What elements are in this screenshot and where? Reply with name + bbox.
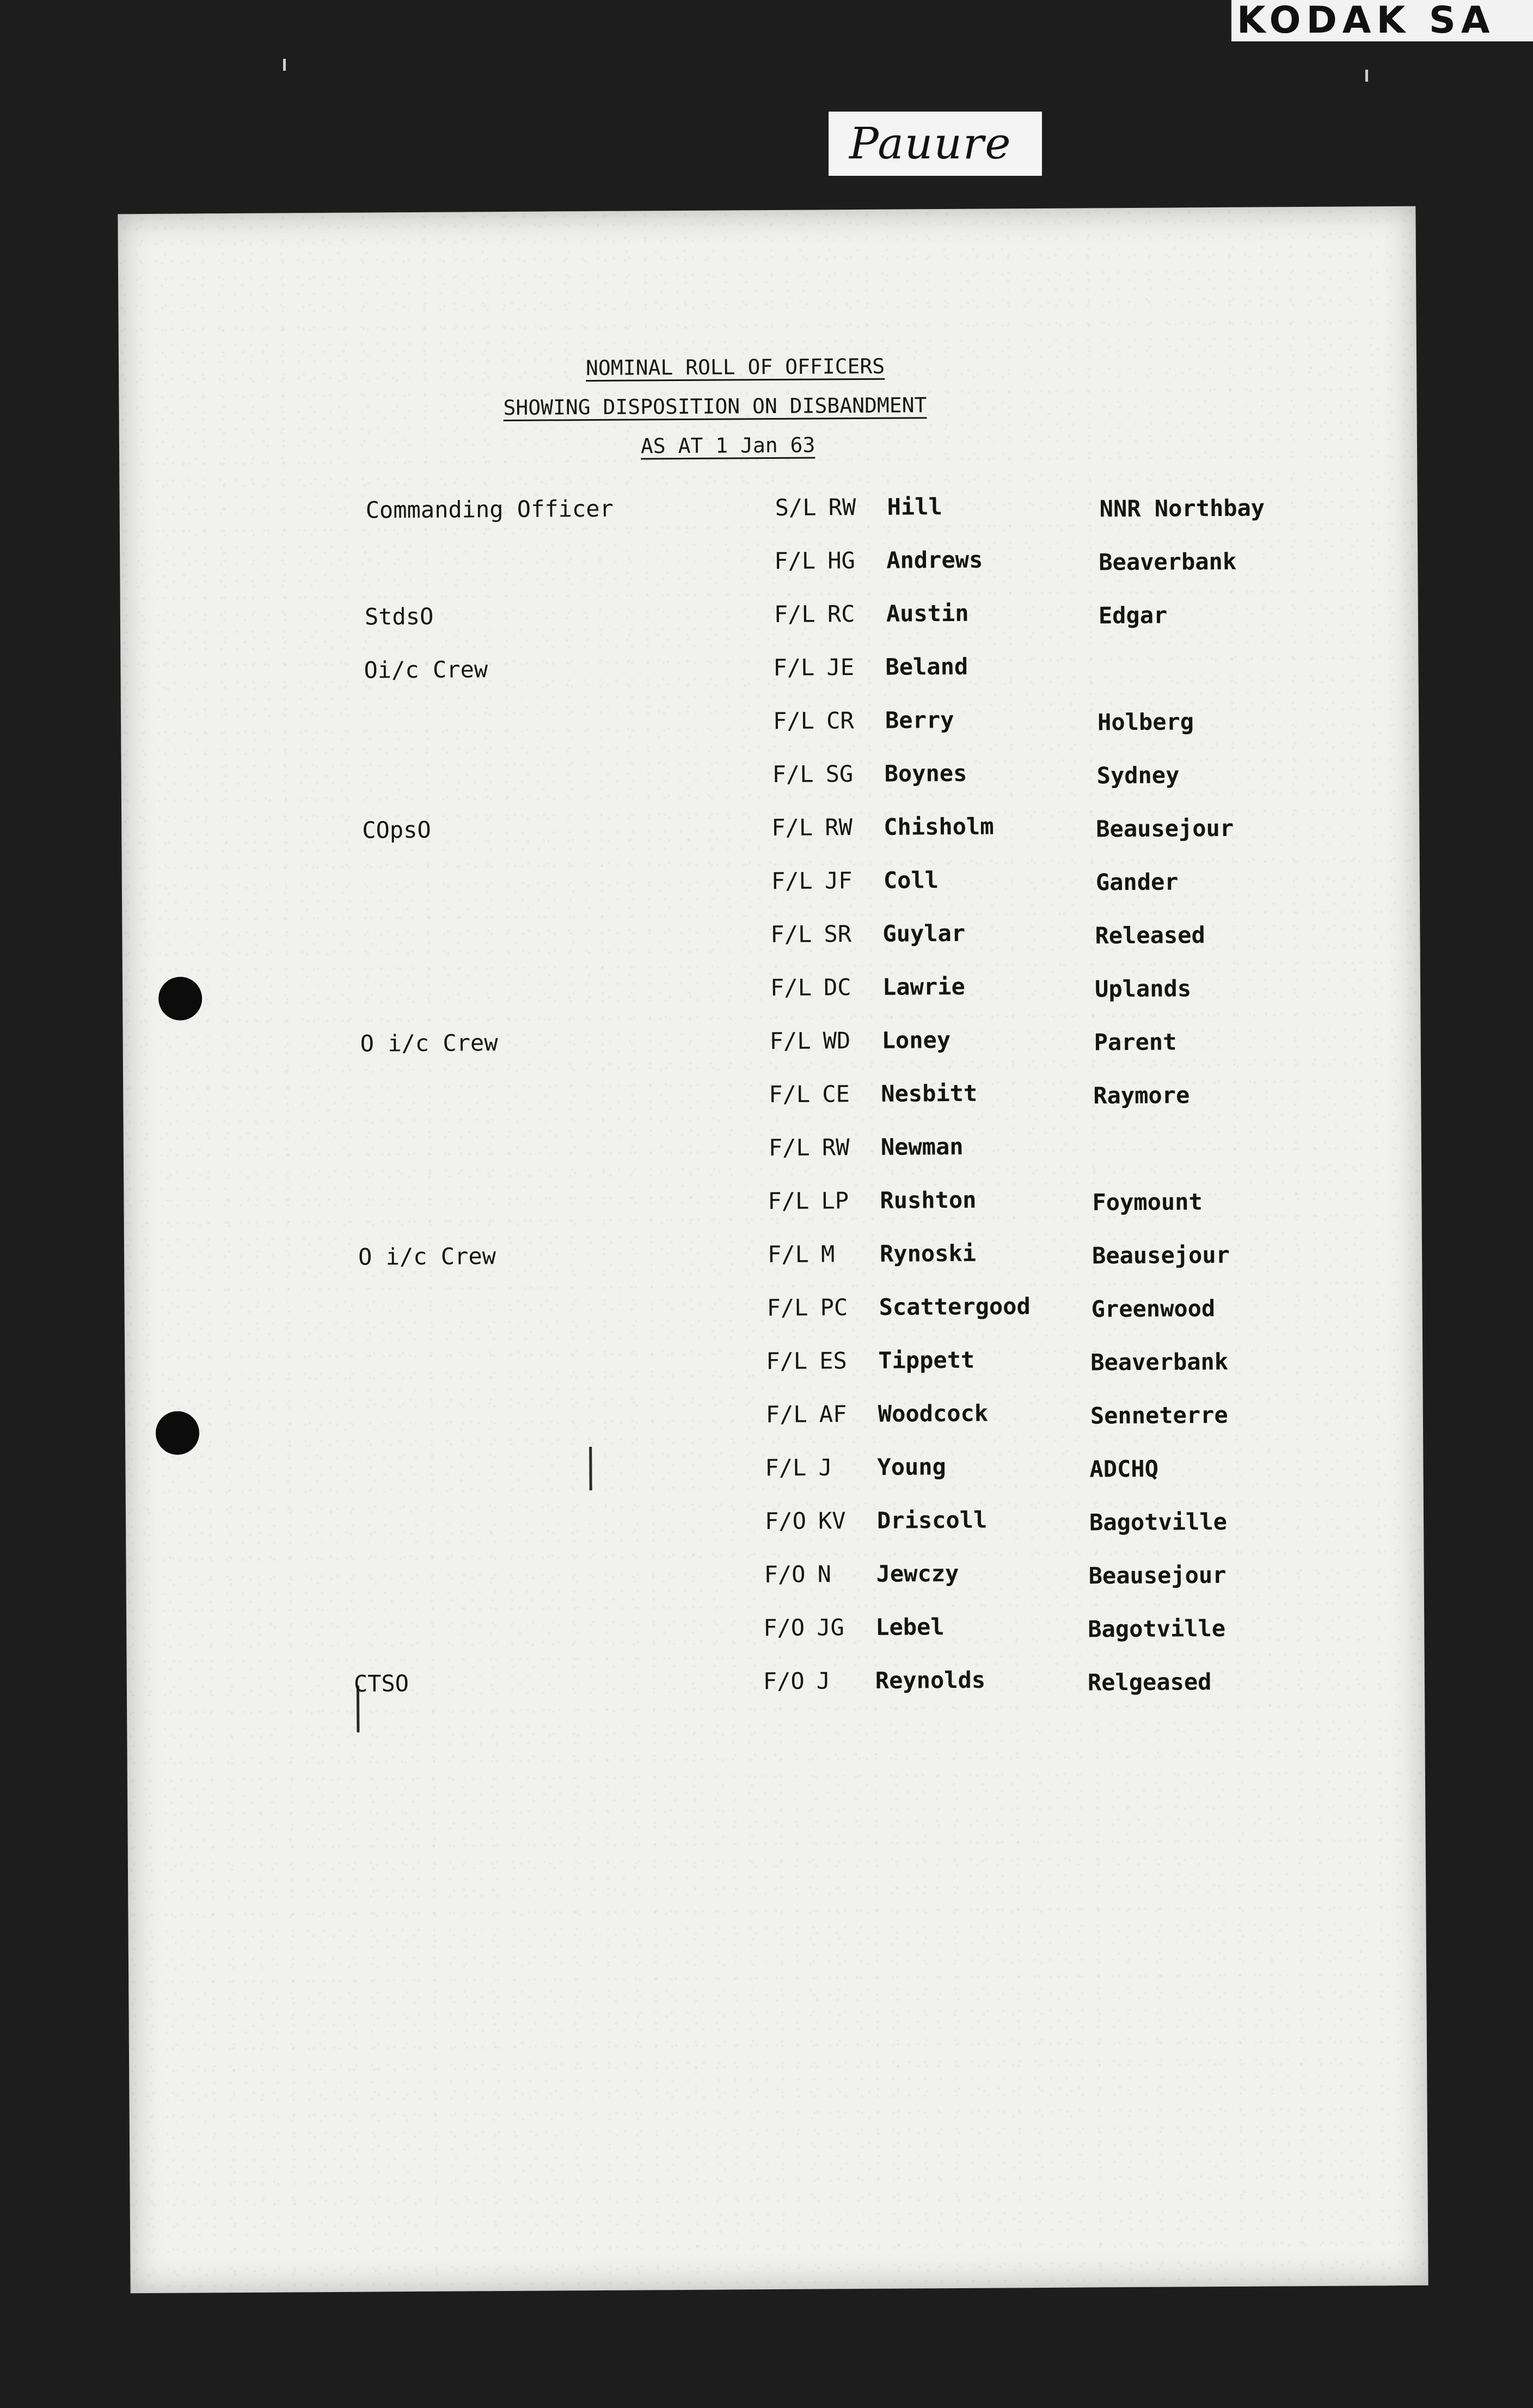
officer-initials: JF bbox=[824, 867, 853, 894]
officer-rank: F/L bbox=[768, 1187, 810, 1215]
officer-role: COpsO bbox=[362, 816, 431, 844]
officer-rank: F/L bbox=[766, 1347, 808, 1375]
officer-rank: F/L bbox=[770, 920, 812, 948]
officer-surname: Tippett bbox=[878, 1346, 975, 1374]
officer-surname: Scattergood bbox=[879, 1293, 1031, 1320]
officer-initials: AF bbox=[819, 1400, 847, 1428]
officer-disposition: NNR Northbay bbox=[1099, 494, 1265, 523]
officer-disposition: Senneterre bbox=[1090, 1401, 1228, 1429]
film-tick-mark bbox=[283, 59, 286, 71]
film-tick-mark bbox=[1365, 70, 1368, 82]
officer-surname: Newman bbox=[880, 1133, 964, 1160]
officer-initials: CE bbox=[822, 1080, 850, 1108]
officer-rank: F/O bbox=[763, 1614, 805, 1642]
officer-initials: J bbox=[816, 1667, 831, 1694]
officer-initials: DC bbox=[823, 974, 851, 1001]
officer-disposition: Raymore bbox=[1093, 1082, 1190, 1109]
officer-disposition: Relgeased bbox=[1087, 1668, 1212, 1696]
officer-surname: Hill bbox=[887, 493, 942, 520]
document-title-line-2: SHOWING DISPOSITION ON DISBANDMENT bbox=[503, 393, 927, 420]
handwritten-label-card bbox=[829, 112, 1042, 176]
document-page bbox=[118, 206, 1428, 2293]
officer-disposition: Bagotville bbox=[1088, 1614, 1226, 1643]
officer-role: CTSO bbox=[353, 1670, 409, 1697]
officer-rank: F/L bbox=[774, 600, 815, 628]
officer-disposition: Beaverbank bbox=[1090, 1348, 1229, 1376]
punch-hole-upper bbox=[158, 976, 202, 1020]
officer-rank: F/L bbox=[767, 1240, 810, 1268]
officer-rank: F/L bbox=[769, 1027, 811, 1055]
officer-rank: F/L bbox=[765, 1454, 807, 1482]
officer-surname: Guylar bbox=[882, 919, 966, 947]
officer-surname: Andrews bbox=[886, 546, 983, 574]
officer-disposition: Edgar bbox=[1098, 601, 1168, 629]
officer-disposition: Beausejour bbox=[1088, 1561, 1227, 1589]
label-card-text: Pauure bbox=[849, 118, 1012, 169]
officer-disposition: Beausejour bbox=[1096, 814, 1234, 843]
officer-rank: F/L bbox=[769, 1080, 811, 1108]
officer-initials: N bbox=[817, 1561, 832, 1588]
officer-initials: LP bbox=[821, 1187, 849, 1214]
officer-disposition: Sydney bbox=[1096, 761, 1180, 789]
document-title-line-3: AS AT 1 Jan 63 bbox=[640, 433, 815, 458]
officer-surname: Lawrie bbox=[882, 973, 965, 1000]
pen-stroke bbox=[589, 1447, 592, 1490]
officer-rank: S/L bbox=[775, 494, 817, 521]
officer-initials: JE bbox=[826, 654, 855, 681]
officer-role: O i/c Crew bbox=[358, 1243, 496, 1270]
officer-rank: F/L bbox=[766, 1294, 808, 1322]
officer-rank: F/L bbox=[773, 654, 815, 681]
officer-rank: F/L bbox=[774, 547, 816, 574]
officer-initials: SR bbox=[824, 920, 852, 948]
officer-rank: F/L bbox=[772, 707, 815, 734]
officer-surname: Young bbox=[877, 1453, 947, 1481]
officer-disposition: Bagotville bbox=[1089, 1508, 1228, 1536]
officer-disposition: Beausejour bbox=[1092, 1241, 1230, 1269]
officer-disposition: Holberg bbox=[1097, 708, 1194, 736]
officer-surname: Beland bbox=[885, 653, 968, 680]
kodak-edge-marking: KODAK SA bbox=[1231, 0, 1533, 41]
officer-disposition: Uplands bbox=[1094, 975, 1192, 1003]
officer-initials: CR bbox=[826, 707, 854, 734]
officer-rank: F/O bbox=[763, 1667, 805, 1695]
officer-surname: Chisholm bbox=[884, 813, 994, 840]
officer-initials: RW bbox=[828, 494, 856, 521]
officer-role: Commanding Officer bbox=[365, 495, 614, 524]
officer-initials: RW bbox=[821, 1134, 850, 1161]
officer-disposition: Gander bbox=[1095, 868, 1179, 896]
officer-disposition: ADCHQ bbox=[1089, 1455, 1159, 1483]
officer-initials: M bbox=[820, 1240, 835, 1268]
officer-rank: F/L bbox=[770, 974, 812, 1002]
officer-initials: PC bbox=[820, 1294, 848, 1321]
officer-surname: Nesbitt bbox=[881, 1079, 978, 1107]
officer-initials: HG bbox=[827, 547, 855, 574]
officer-initials: KV bbox=[818, 1507, 846, 1534]
officer-surname: Coll bbox=[883, 867, 939, 894]
officer-rank: F/L bbox=[771, 867, 813, 895]
document-title-line-1: NOMINAL ROLL OF OFFICERS bbox=[585, 354, 885, 380]
officer-initials: J bbox=[818, 1454, 832, 1481]
officer-initials: SG bbox=[825, 760, 854, 788]
officer-disposition: Foymount bbox=[1092, 1188, 1203, 1216]
officer-rank: F/L bbox=[765, 1400, 807, 1428]
officer-rank: F/L bbox=[772, 760, 814, 788]
officer-initials: ES bbox=[819, 1347, 847, 1374]
officer-surname: Jewczy bbox=[876, 1559, 959, 1587]
officer-surname: Rushton bbox=[880, 1186, 977, 1214]
officer-initials: JG bbox=[817, 1614, 844, 1641]
officer-disposition: Parent bbox=[1094, 1028, 1177, 1056]
officer-initials: WD bbox=[823, 1027, 851, 1054]
officer-initials: RW bbox=[825, 814, 853, 841]
officer-surname: Rynoski bbox=[879, 1239, 977, 1267]
officer-disposition: Beaverbank bbox=[1099, 548, 1237, 576]
officer-initials: RC bbox=[827, 600, 855, 628]
officer-rank: F/L bbox=[768, 1134, 810, 1162]
officer-role: Oi/c Crew bbox=[364, 656, 488, 684]
officer-rank: F/O bbox=[764, 1507, 807, 1535]
officer-surname: Loney bbox=[881, 1027, 951, 1054]
officer-role: O i/c Crew bbox=[360, 1029, 498, 1057]
officer-surname: Lebel bbox=[875, 1613, 945, 1641]
officer-surname: Boynes bbox=[884, 759, 967, 787]
officer-role: StdsO bbox=[364, 603, 434, 630]
punch-hole-lower bbox=[156, 1411, 199, 1454]
officer-rank: F/L bbox=[771, 814, 813, 841]
officer-rank: F/O bbox=[764, 1561, 806, 1588]
officer-disposition: Released bbox=[1095, 922, 1205, 949]
officer-surname: Driscoll bbox=[876, 1506, 988, 1534]
officer-surname: Austin bbox=[886, 599, 969, 627]
officer-surname: Berry bbox=[885, 706, 954, 734]
officer-disposition: Greenwood bbox=[1091, 1295, 1216, 1323]
officer-surname: Reynolds bbox=[875, 1666, 986, 1694]
officer-surname: Woodcock bbox=[878, 1399, 989, 1427]
